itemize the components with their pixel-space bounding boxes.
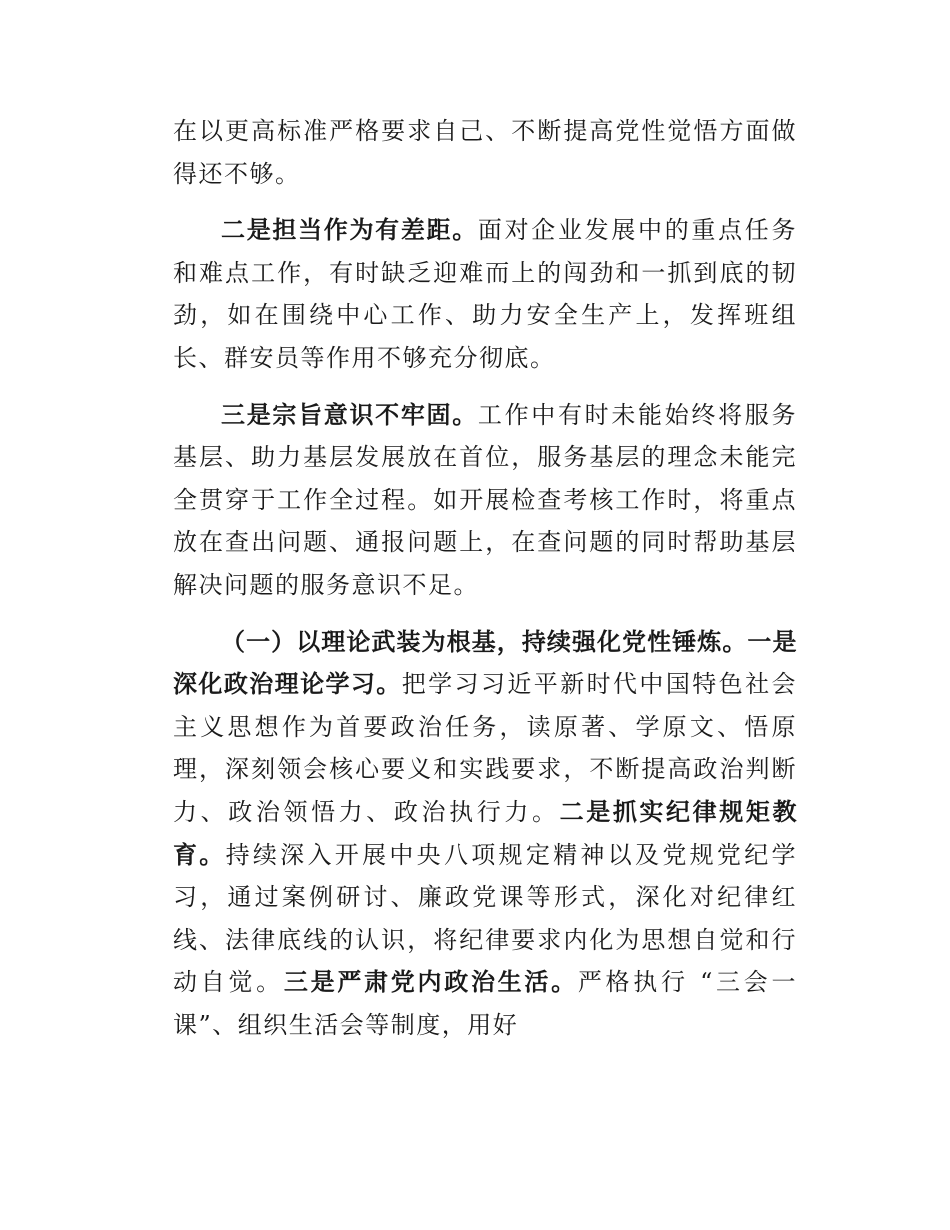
- paragraph-lead: （一）以理论武装为根基，持续强化党性锤炼。一是深化政治理论学习。: [173, 627, 797, 699]
- paragraph-responsibility-gap: [173, 209, 797, 379]
- paragraph-text: 面对企业发展中的重点任务和难点工作，有时缺乏迎难而上的闯劲和一抓到底的韧劲，如在围绕中心工作、助力安全生产上，发挥班组长、群安员等作用不够充分彻底。: [173, 216, 798, 372]
- paragraph-text: 持续深入开展中央八项规定精神以及党规党纪学习，通过案例研讨、廉政党课等形式，深化对纪律红线、法律底线的认识，将纪律要求内化为思想自觉和行动自觉。: [173, 840, 798, 997]
- paragraph-text: 在以更高标准严格要求自己、不断提高党性觉悟方面做得还不够。: [173, 117, 797, 188]
- paragraph-text: 严格执行 “三会一课”、组织生活会等制度，用好: [173, 968, 797, 1039]
- paragraph-lead: 二是抓实纪律规矩教育。: [173, 797, 798, 869]
- paragraph-text: 工作中有时未能始终将服务基层、助力基层发展放在首位，服务基层的理念未能完全贯穿于工作全过程。如开展检查考核工作时，将重点放在查出问题、通报问题上，在查问题的同时帮助基层解决问题的服务意识不足。: [173, 400, 798, 599]
- paragraph-continuation: [173, 110, 797, 195]
- paragraph-text: 把学习习近平新时代中国特色社会主义思想作为首要政治任务，读原著、学原文、悟原理，深刻领会核心要义和实践要求，不断提高政治判断力、政治领悟力、政治执行力。: [173, 670, 798, 826]
- document-body: [173, 110, 797, 1060]
- paragraph-lead: 三是宗旨意识不牢固。: [221, 400, 478, 429]
- paragraph-purpose-awareness: [173, 394, 797, 607]
- paragraph-theory-foundation: [173, 621, 797, 1047]
- paragraph-lead: 二是担当作为有差距。: [221, 216, 478, 245]
- paragraph-lead: 三是严肃党内政治生活。: [283, 968, 578, 997]
